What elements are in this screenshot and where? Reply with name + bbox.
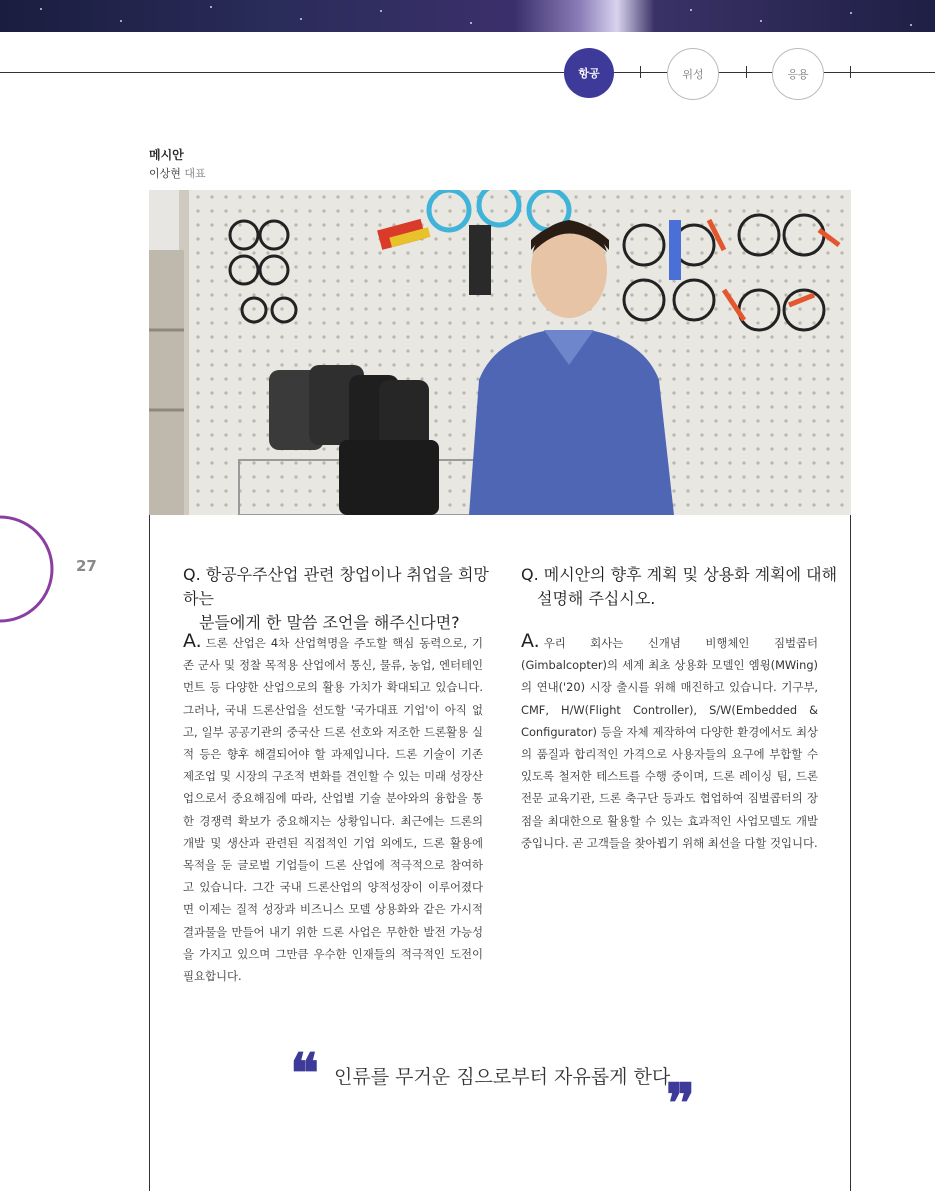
company-name: 메시안 xyxy=(149,148,184,162)
question-2-line1: Q. 메시안의 향후 계획 및 상용화 계획에 대해 xyxy=(521,565,838,584)
question-1-line2: 분들에게 한 말씀 조언을 해주신다면? xyxy=(199,613,460,632)
pull-quote-text: 인류를 무거운 짐으로부터 자유롭게 한다 xyxy=(334,1066,671,1088)
person-name: 이상현 xyxy=(149,167,181,180)
person-title: 대표 xyxy=(184,167,206,180)
interview-photo xyxy=(149,190,851,515)
question-2-line2: 설명해 주십시오. xyxy=(537,589,656,608)
answer-1-text: 드론 산업은 4차 산업혁명을 주도할 핵심 동력으로, 기존 군사 및 정찰 목적용 산업에서 통신, 물류, 농업, 엔터테인먼트 등 다양한 산업으로의 활용 가치가 확대되고 있습니다. 그러나, 국내 드론산업을 선도할 '국가대표 기업'이 아직 없고, 일부 공공기관의 중국산 드론 선호와 저조한 드론활용 실적 등은 향후 해결되어야 할 과제입니다. 드론 기술이 기존 제조업 및 시장의 구조적 변화를 견인할 수 있는 미래 성장산업으로서 중요해짐에 따라, 산업별 기술 분야와의 융합을 통한 경쟁력 확보가 중요해지는 상황입니다. 최근에는 드론의 개발 및 생산과 관련된 직접적인 기업 외에도, 드론 활용에 목적을 둔 글로벌 기업들이 드론 산업에 적극적으로 참여하고 있습니다. 그간 국내 드론산업의 양적성장이 이루어졌다면 이제는 질적 성장과 비즈니스 모델 상용화와 같은 가시적 결과물을 만들어 내기 위한 드론 사업은 무한한 발전 가능성을 가지고 있으며 그만큼 우수한 인재들의 적극적인 도전이 필요합니다. xyxy=(183,636,483,984)
answer-2-mark: A. xyxy=(521,630,540,652)
side-arc-decoration xyxy=(0,515,60,625)
close-quote-icon: ❞ xyxy=(666,1071,696,1135)
question-1-line1: Q. 항공우주산업 관련 창업이나 취업을 희망하는 xyxy=(183,565,489,608)
nav-tab-label: 응용 xyxy=(787,68,809,81)
nav-tab-label: 위성 xyxy=(682,68,704,81)
pull-quote xyxy=(290,1041,710,1135)
answer-2 xyxy=(521,630,818,854)
frame-left-rule xyxy=(149,515,150,1191)
answer-1-mark: A. xyxy=(183,630,202,652)
photo-illustration xyxy=(149,190,851,515)
question-2 xyxy=(521,563,841,611)
answer-2-text: 우리 회사는 신개념 비행체인 짐벌콥터(Gimbalcopter)의 세계 최초 상용화 모델인 엠윙(MWing)의 연내('20) 시장 출시를 위해 매진하고 있습니다. 기구부, CMF, H/W(Flight Controller), S/W(Embedded & Configurator) 등을 자체 제작하여 다양한 환경에서도 최상의 품질과 합리적인 가격으로 사용자들의 요구에 부합할 수 있도록 철저한 테스트를 수행 중이며, 드론 레이싱 팀, 드론 전문 교육기관, 드론 축구단 등과도 협업하여 짐벌콥터의 장점을 최대한으로 활용할 수 있는 효과적인 사업모델도 개발 중입니다. 곧 고객들을 찾아뵙기 위해 최선을 다할 것입니다. xyxy=(521,636,818,850)
nav-separator xyxy=(746,66,747,78)
nav-tab-label: 항공 xyxy=(578,67,600,80)
nav-separator xyxy=(640,66,641,78)
page-number: 27 xyxy=(76,557,97,575)
answer-1 xyxy=(183,630,483,987)
frame-right-rule xyxy=(850,515,851,1191)
nav-tab-application[interactable] xyxy=(772,48,824,100)
open-quote-icon: ❝ xyxy=(290,1041,320,1105)
person-line xyxy=(149,165,206,181)
question-1 xyxy=(183,563,503,635)
nav-tab-satellite[interactable] xyxy=(667,48,719,100)
space-banner xyxy=(0,0,935,32)
nav-separator xyxy=(850,66,851,78)
nav-tab-aviation[interactable] xyxy=(564,48,614,98)
